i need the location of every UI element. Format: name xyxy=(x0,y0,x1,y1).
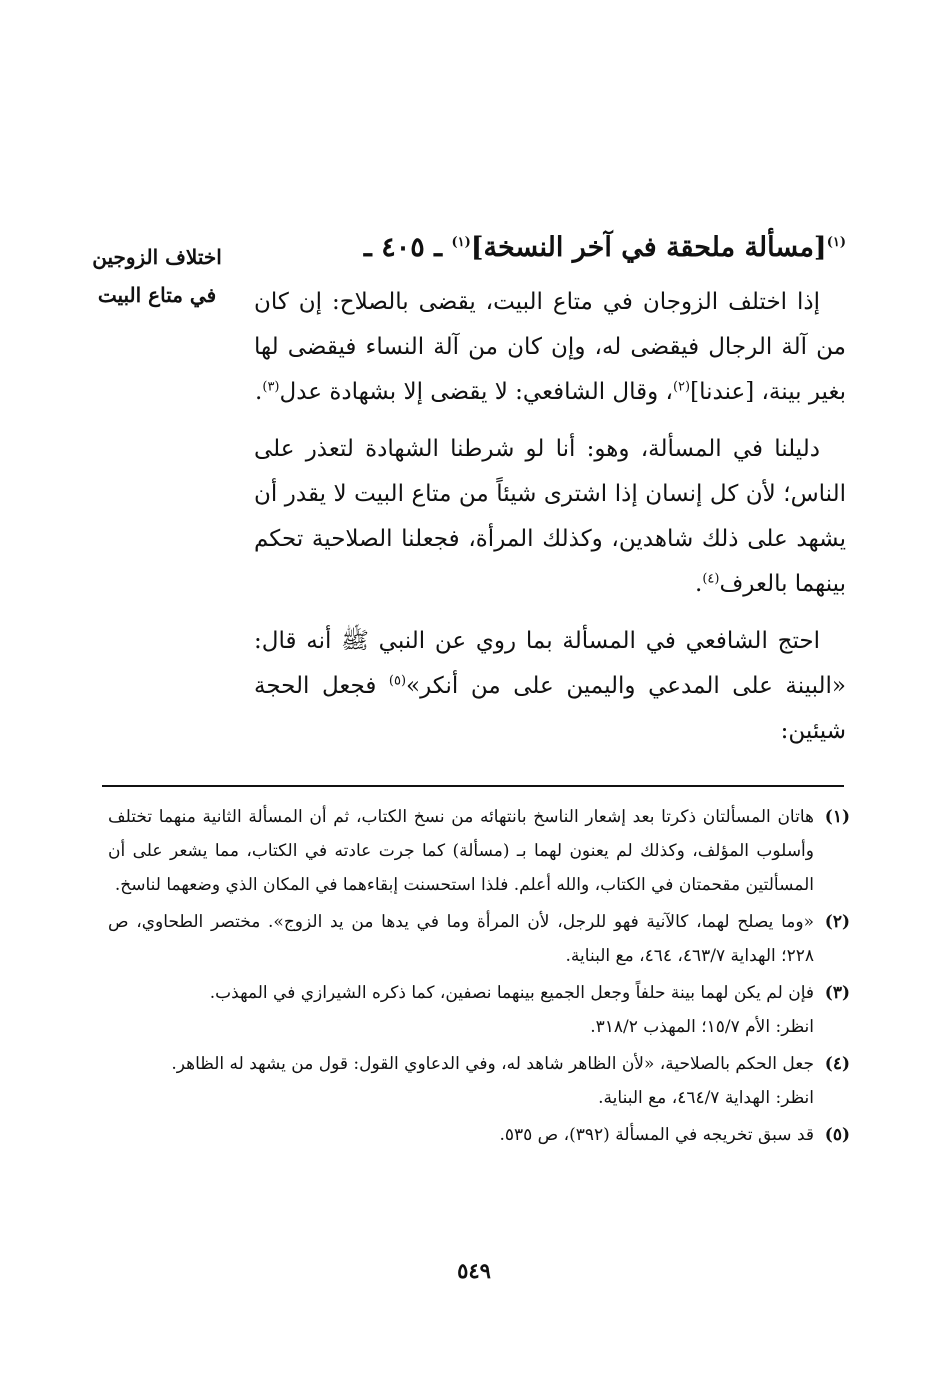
footnote-body xyxy=(108,1118,814,1152)
footnote-number: (٥) xyxy=(824,1125,850,1145)
margin-note-line-1: اختلاف الزوجين xyxy=(92,245,222,269)
footnote-ref[interactable]: (٣) xyxy=(262,379,280,395)
footnote-number: (٢) xyxy=(824,912,850,932)
footnote-1 xyxy=(108,800,850,902)
footnote-5 xyxy=(108,1118,850,1152)
footnote-reference-line: انظر: الأم ١٥/٧؛ المهذب ٣١٨/٢. xyxy=(590,1017,814,1037)
footnote-reference-line: انظر: الهداية ٤٦٤/٧، مع البناية. xyxy=(598,1088,814,1108)
footnote-ref[interactable]: (٤) xyxy=(702,571,720,587)
main-text-column xyxy=(254,226,846,766)
footnote-separator xyxy=(102,785,844,787)
footnote-number: (١) xyxy=(824,807,850,827)
footnote-2 xyxy=(108,905,850,973)
footnote-body xyxy=(108,1047,814,1115)
heading-title: [مسألة ملحقة في آخر النسخة] xyxy=(470,232,827,263)
heading-footnote-ref-before[interactable]: (١) xyxy=(826,235,846,250)
issue-number: ـ ٤٠٥ ـ xyxy=(363,232,443,263)
footnote-text: هاتان المسألتان ذكرتا بعد إشعار الناسخ بانتهائه من نسخ الكتاب، ثم أن المسألة الثانية منهما تختلف وأسلوب المؤلف، وكذلك لم يعنون لهما بـ (مسألة) كما جرت عادته في الكتاب، مما يشعر على أن المسألتين مقحمتان في الكتاب، والله أعلم. فلذا استحسنت إبقاءهما في المكان الذي وضعهما لناسخ. xyxy=(108,807,814,895)
paragraph-text: . xyxy=(695,571,703,597)
footnote-ref[interactable]: (٢) xyxy=(672,379,691,395)
footnote-text: جعل الحكم بالصلاحية، «لأن الظاهر شاهد له، وفي الدعاوي القول: قول من يشهد له الظاهر. xyxy=(171,1054,814,1074)
footnote-text: فإن لم يكن لهما بينة حلفاً وجعل الجميع بينهما نصفين، كما ذكره الشيرازي في المهذب. xyxy=(209,983,814,1003)
page-number: ٥٤٩ xyxy=(457,1258,491,1283)
paragraph-text: احتج الشافعي في المسألة بما روي عن النبي ﷺ أنه قال: «البينة على المدعي واليمين على من أنكر» xyxy=(254,628,846,699)
issue-heading xyxy=(254,226,846,270)
paragraph-text: فجعل الحجة شيئين: xyxy=(254,673,846,744)
footnote-number: (٣) xyxy=(824,983,850,1003)
paragraph-text: ، وقال الشافعي: لا يقضى إلا بشهادة عدل xyxy=(279,379,673,405)
footnote-3 xyxy=(108,976,850,1044)
heading-footnote-ref-after[interactable]: (١) xyxy=(451,235,471,250)
footnote-body xyxy=(108,905,814,973)
footnote-body xyxy=(108,800,814,902)
margin-note-line-2: في متاع البيت xyxy=(97,283,217,307)
paragraph-text: . xyxy=(255,379,263,405)
footnote-text: «وما يصلح لهما، كالآنية فهو للرجل، لأن المرأة وما في يدها من يد الزوج». مختصر الطحاوي، ص ٢٢٨؛ الهداية ٤٦٣/٧، ٤٦٤، مع البناية. xyxy=(108,912,814,966)
footnote-4 xyxy=(108,1047,850,1115)
paragraph-text: إذا اختلف الزوجان في متاع البيت، يقضى بالصلاح: إن كان من آلة الرجال فيقضى له، وإن كان من آلة النساء فيقضى لها بغير بينة، [عندنا] xyxy=(254,289,846,405)
footnote-ref[interactable]: (٥) xyxy=(388,673,407,689)
footnote-body xyxy=(108,976,814,1044)
footnotes-section xyxy=(108,800,850,1155)
paragraph-1 xyxy=(254,280,846,415)
paragraph-3 xyxy=(254,619,846,754)
paragraph-text: دليلنا في المسألة، وهو: أنا لو شرطنا الشهادة لتعذر على الناس؛ لأن كل إنسان إذا اشترى شيئاً من متاع البيت لا يقدر أن يشهد على ذلك شاهدين، وكذلك المرأة، فجعلنا الصلاحية تحكم بينهما بالعرف xyxy=(254,436,846,597)
margin-note xyxy=(82,238,232,314)
paragraph-2 xyxy=(254,427,846,607)
footnote-number: (٤) xyxy=(824,1054,850,1074)
footnote-text: قد سبق تخريجه في المسألة (٣٩٢)، ص ٥٣٥. xyxy=(499,1125,814,1145)
